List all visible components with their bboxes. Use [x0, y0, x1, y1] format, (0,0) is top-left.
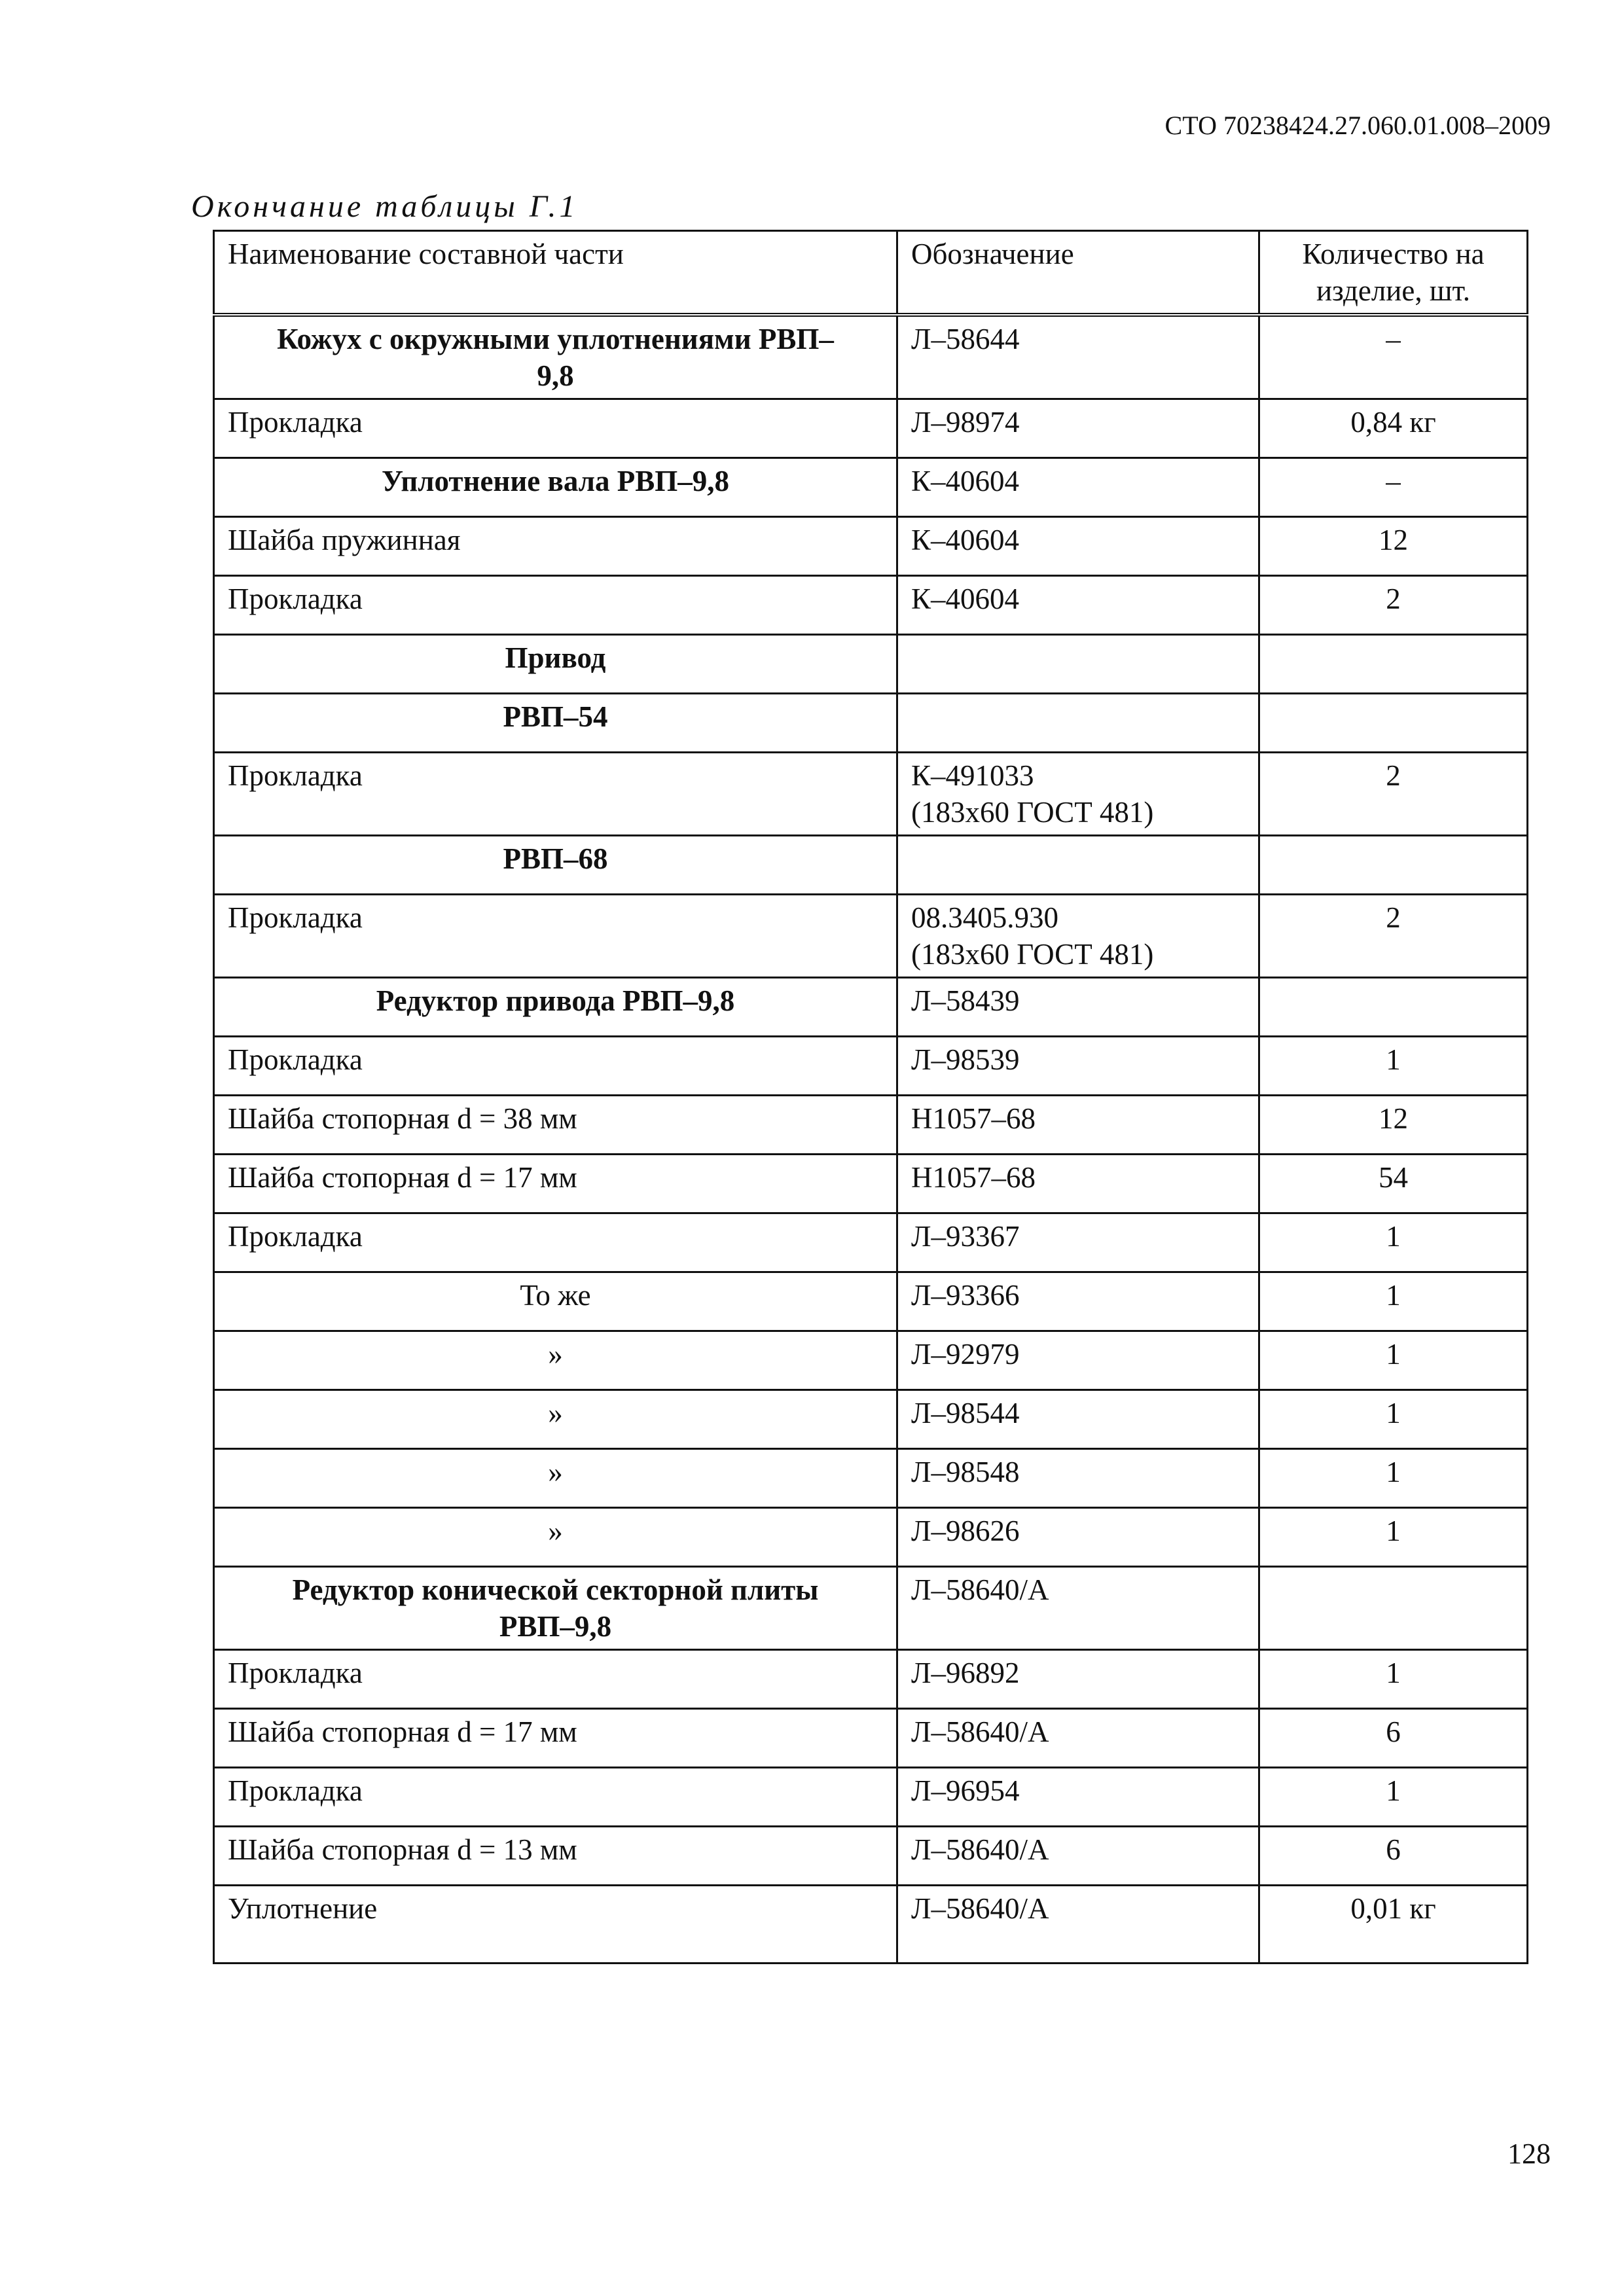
designation-cell: Л–93367	[897, 1213, 1259, 1272]
designation-line: К–491033	[911, 759, 1034, 792]
designation-cell	[897, 753, 1259, 836]
quantity-cell: 2	[1259, 576, 1528, 635]
quantity-cell	[1259, 694, 1528, 753]
name-cell: РВП–54	[214, 694, 897, 753]
designation-cell: Л–98548	[897, 1449, 1259, 1508]
name-cell: Привод	[214, 635, 897, 694]
name-cell: Прокладка	[214, 576, 897, 635]
name-cell: Шайба стопорная d = 17 мм	[214, 1709, 897, 1768]
quantity-header-line2: изделие, шт.	[1316, 274, 1471, 307]
designation-cell: Л–98626	[897, 1508, 1259, 1567]
designation-line: (183х60 ГОСТ 481)	[911, 938, 1154, 971]
table-row	[214, 1768, 1528, 1827]
name-cell: Шайба стопорная d = 38 мм	[214, 1096, 897, 1155]
name-cell: Шайба пружинная	[214, 517, 897, 576]
quantity-cell: 1	[1259, 1449, 1528, 1508]
designation-cell: Л–58640/А	[897, 1827, 1259, 1886]
quantity-cell: 1	[1259, 1213, 1528, 1272]
name-cell	[214, 315, 897, 399]
table-row	[214, 1390, 1528, 1449]
designation-cell: Л–98974	[897, 399, 1259, 458]
designation-cell: Л–93366	[897, 1272, 1259, 1331]
table-row	[214, 1155, 1528, 1213]
table-row	[214, 399, 1528, 458]
column-header-designation: Обозначение	[897, 231, 1259, 315]
table-row	[214, 1272, 1528, 1331]
quantity-cell: 1	[1259, 1037, 1528, 1096]
table-row	[214, 1508, 1528, 1567]
parts-table	[213, 230, 1528, 1964]
table-row	[214, 978, 1528, 1037]
name-line: 9,8	[537, 359, 574, 392]
name-cell: То же	[214, 1272, 897, 1331]
quantity-cell: 2	[1259, 895, 1528, 978]
designation-cell: Л–58640/А	[897, 1886, 1259, 1964]
table-row	[214, 315, 1528, 399]
page-number: 128	[1507, 2138, 1551, 2170]
name-cell: Прокладка	[214, 399, 897, 458]
table-row	[214, 1331, 1528, 1390]
designation-cell	[897, 635, 1259, 694]
table-row	[214, 576, 1528, 635]
quantity-cell: –	[1259, 315, 1528, 399]
name-cell	[214, 1567, 897, 1650]
name-line: РВП–9,8	[499, 1610, 612, 1643]
quantity-cell: 54	[1259, 1155, 1528, 1213]
quantity-cell: 12	[1259, 517, 1528, 576]
document-code: СТО 70238424.27.060.01.008–2009	[1164, 111, 1551, 140]
designation-cell: Л–92979	[897, 1331, 1259, 1390]
name-cell: Редуктор привода РВП–9,8	[214, 978, 897, 1037]
name-cell: Прокладка	[214, 1037, 897, 1096]
quantity-cell	[1259, 1567, 1528, 1650]
quantity-cell	[1259, 836, 1528, 895]
designation-cell: Л–98539	[897, 1037, 1259, 1096]
name-cell: Шайба стопорная d = 13 мм	[214, 1827, 897, 1886]
designation-cell: К–40604	[897, 576, 1259, 635]
table-row	[214, 753, 1528, 836]
designation-line: 08.3405.930	[911, 901, 1058, 934]
table-row	[214, 1709, 1528, 1768]
quantity-cell: 0,01 кг	[1259, 1886, 1528, 1964]
table-row	[214, 1096, 1528, 1155]
table-row	[214, 1213, 1528, 1272]
designation-cell: Л–58640/А	[897, 1567, 1259, 1650]
quantity-cell: 1	[1259, 1508, 1528, 1567]
quantity-cell	[1259, 978, 1528, 1037]
designation-cell	[897, 836, 1259, 895]
designation-line: (183х60 ГОСТ 481)	[911, 796, 1154, 829]
quantity-cell: 1	[1259, 1390, 1528, 1449]
name-line: Редуктор конической секторной плиты	[292, 1573, 819, 1606]
quantity-cell: 12	[1259, 1096, 1528, 1155]
quantity-cell: 1	[1259, 1272, 1528, 1331]
quantity-header-line1: Количество на	[1302, 238, 1485, 270]
table-row	[214, 1650, 1528, 1709]
name-cell: Прокладка	[214, 895, 897, 978]
designation-cell: Л–96892	[897, 1650, 1259, 1709]
name-cell: Прокладка	[214, 753, 897, 836]
designation-cell: Л–96954	[897, 1768, 1259, 1827]
designation-cell: Л–58640/А	[897, 1709, 1259, 1768]
designation-cell: К–40604	[897, 517, 1259, 576]
name-cell: Прокладка	[214, 1213, 897, 1272]
name-cell: Шайба стопорная d = 17 мм	[214, 1155, 897, 1213]
quantity-cell: 0,84 кг	[1259, 399, 1528, 458]
table-row	[214, 836, 1528, 895]
column-header-quantity	[1259, 231, 1528, 315]
quantity-cell: 6	[1259, 1827, 1528, 1886]
quantity-cell: –	[1259, 458, 1528, 517]
designation-cell: К–40604	[897, 458, 1259, 517]
name-cell: »	[214, 1508, 897, 1567]
designation-cell: Л–58644	[897, 315, 1259, 399]
table-caption: Окончание таблицы Г.1	[191, 189, 579, 224]
table-row	[214, 1449, 1528, 1508]
table-row	[214, 694, 1528, 753]
table-row	[214, 895, 1528, 978]
table-row	[214, 1886, 1528, 1964]
table-row	[214, 1827, 1528, 1886]
name-cell: Прокладка	[214, 1768, 897, 1827]
designation-cell: Н1057–68	[897, 1096, 1259, 1155]
quantity-cell: 6	[1259, 1709, 1528, 1768]
quantity-cell: 2	[1259, 753, 1528, 836]
designation-cell: Н1057–68	[897, 1155, 1259, 1213]
designation-cell	[897, 694, 1259, 753]
quantity-cell: 1	[1259, 1768, 1528, 1827]
name-cell: Уплотнение	[214, 1886, 897, 1964]
table-row	[214, 1567, 1528, 1650]
name-line: Кожух с окружными уплотнениями РВП–	[277, 323, 834, 355]
name-cell: РВП–68	[214, 836, 897, 895]
table-row	[214, 635, 1528, 694]
table-header	[214, 231, 1528, 315]
name-cell: »	[214, 1331, 897, 1390]
table-row	[214, 1037, 1528, 1096]
name-cell: Прокладка	[214, 1650, 897, 1709]
column-header-name: Наименование составной части	[214, 231, 897, 315]
designation-cell: Л–58439	[897, 978, 1259, 1037]
header-row	[214, 231, 1528, 315]
quantity-cell	[1259, 635, 1528, 694]
name-cell: »	[214, 1449, 897, 1508]
designation-cell	[897, 895, 1259, 978]
quantity-cell: 1	[1259, 1331, 1528, 1390]
name-cell: Уплотнение вала РВП–9,8	[214, 458, 897, 517]
table-row	[214, 458, 1528, 517]
table-row	[214, 517, 1528, 576]
quantity-cell: 1	[1259, 1650, 1528, 1709]
designation-cell: Л–98544	[897, 1390, 1259, 1449]
name-cell: »	[214, 1390, 897, 1449]
